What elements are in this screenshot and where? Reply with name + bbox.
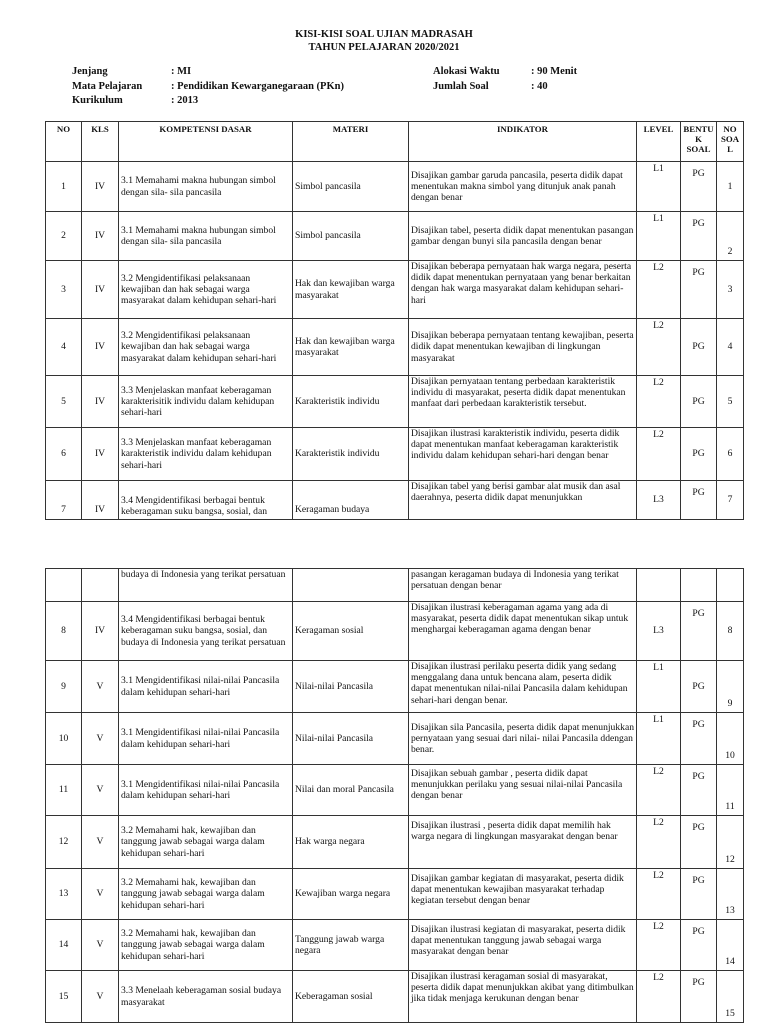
cell-kd: 3.4 Mengidentifikasi berbagai bentuk keberagaman suku bangsa, sosial, dan [119,481,293,520]
cell-materi: Hak dan kewajiban warga masyarakat [293,319,409,376]
cell-bentuk: PG [681,481,717,520]
cell-indikator: Disajikan ilustrasi , peserta didik dapat memilih hak warga negara di lingkungan masyarakat dengan benar [409,816,637,869]
cell-kls: IV [82,602,119,661]
cell-level: L2 [637,920,681,971]
header-level: LEVEL [637,122,681,162]
cell-level: L2 [637,376,681,428]
cell-bentuk: PG [681,661,717,713]
cell-kls [82,569,119,602]
cell-level: L3 [637,602,681,661]
cell-kls: IV [82,261,119,319]
cell-materi: Karakteristik individu [293,376,409,428]
meta-label: Kurikulum [72,95,123,106]
cell-materi: Tanggung jawab warga negara [293,920,409,971]
cell-bentuk: PG [681,162,717,212]
cell-no-soal: 12 [717,816,744,869]
table-row [46,602,744,661]
cell-no-soal [717,569,744,602]
cell-indikator: Disajikan gambar garuda pancasila, peserta didik dapat menentukan makna simbol yang ditunjuk anak panah dengan benar [409,162,637,212]
meta-row-kurikulum [72,94,344,109]
cell-no: 14 [46,920,82,971]
cell-no: 3 [46,261,82,319]
cell-kd: 3.2 Memahami hak, kewajiban dan tanggung jawab sebagai warga dalam kehidupan sehari-hari [119,816,293,869]
cell-bentuk: PG [681,920,717,971]
cell-kd: 3.3 Menelaah keberagaman sosial budaya masyarakat [119,971,293,1023]
cell-kd: 3.3 Menjelaskan manfaat keberagaman karakterisitik individu dalam kehidupan sehari-hari [119,376,293,428]
cell-no: 7 [46,481,82,520]
cell-indikator: Disajikan tabel, peserta didik dapat menentukan pasangan gambar dengan bunyi sila pancasila dengan benar [409,212,637,261]
cell-no-soal: 2 [717,212,744,261]
table-row-continuation [46,569,744,602]
header-no: NO [46,122,82,162]
table-row [46,428,744,481]
cell-level: L2 [637,816,681,869]
meta-row-jenjang [72,65,344,80]
cell-no: 8 [46,602,82,661]
cell-materi: Kewajiban warga negara [293,869,409,920]
cell-bentuk: PG [681,319,717,376]
cell-indikator: Disajikan ilustrasi perilaku peserta didik yang sedang menggalang dana untuk bencana alam, peserta didik dapat menentukan nilai-nilai Pancasila dalam kehidupan sehari-hari dengan benar. [409,661,637,713]
header-indikator: INDIKATOR [409,122,637,162]
cell-kls: V [82,920,119,971]
cell-level: L1 [637,162,681,212]
cell-level: L2 [637,869,681,920]
cell-no: 13 [46,869,82,920]
title-line-2: TAHUN PELAJARAN 2020/2021 [308,42,460,53]
table-row [46,765,744,816]
cell-indikator: Disajikan pernyataan tentang perbedaan karakteristik individu di masyarakat, peserta didik dapat menentukan manfaat dari perbedaan karakteristik tersebut. [409,376,637,428]
meta-label: Jumlah Soal [433,80,489,92]
cell-kd: 3.2 Memahami hak, kewajiban dan tanggung jawab sebagai warga dalam kehidupan sehari-hari [119,869,293,920]
cell-materi: Nilai dan moral Pancasila [293,765,409,816]
table-header-row [46,122,744,162]
cell-kd: 3.2 Mengidentifikasi pelaksanaan kewajiban dan hak sebagai warga masyarakat dalam kehidupan sehari-hari [119,261,293,319]
cell-materi: Karakteristik individu [293,428,409,481]
cell-indikator: Disajikan ilustrasi karakteristik individu, peserta didik dapat menentukan manfaat keberagaman karakteristik individu dalam kehidupan sehari-hari dengan benar [409,428,637,481]
cell-no: 15 [46,971,82,1023]
cell-materi: Hak warga negara [293,816,409,869]
cell-kls: V [82,869,119,920]
cell-bentuk: PG [681,212,717,261]
cell-no-soal: 13 [717,869,744,920]
meta-value: : 90 Menit [531,66,578,77]
table-row [46,261,744,319]
cell-bentuk: PG [681,816,717,869]
cell-no: 12 [46,816,82,869]
table-row [46,816,744,869]
cell-no: 2 [46,212,82,261]
meta-value: : 40 [531,80,548,92]
cell-kls: IV [82,212,119,261]
cell-level: L2 [637,428,681,481]
cell-no-soal: 14 [717,920,744,971]
cell-bentuk: PG [681,602,717,661]
cell-no-soal: 4 [717,319,744,376]
cell-no-soal: 7 [717,481,744,520]
cell-level: L2 [637,319,681,376]
cell-kls: IV [82,162,119,212]
cell-no [46,569,82,602]
cell-kd: 3.4 Mengidentifikasi berbagai bentuk keberagaman suku bangsa, sosial, dan budaya di Indonesia yang terikat persatuan [119,602,293,661]
table-row [46,376,744,428]
cell-indikator: Disajikan sebuah gambar , peserta didik dapat menunjukkan perilaku yang sesuai nilai-nilai Pancasila dengan benar [409,765,637,816]
table-row [46,319,744,376]
cell-no-soal: 6 [717,428,744,481]
cell-kls: IV [82,376,119,428]
cell-kls: V [82,713,119,765]
meta-value: : MI [171,66,192,77]
cell-no: 11 [46,765,82,816]
table-row [46,212,744,261]
cell-kls: V [82,816,119,869]
title-line-1: KISI-KISI SOAL UJIAN MADRASAH [295,29,473,40]
table-row [46,920,744,971]
meta-label: Alokasi Waktu [433,66,500,77]
cell-level: L2 [637,261,681,319]
cell-kd: 3.1 Memahami makna hubungan simbol dengan sila- sila pancasila [119,162,293,212]
header-no-soal: NO SOA L [717,122,744,162]
cell-materi: Hak dan kewajiban warga masyarakat [293,261,409,319]
cell-bentuk: PG [681,428,717,481]
table-row [46,713,744,765]
kisi-kisi-table-page-1 [45,121,744,520]
cell-no: 5 [46,376,82,428]
cell-no-soal: 3 [717,261,744,319]
cell-level: L2 [637,971,681,1023]
cell-no-soal: 5 [717,376,744,428]
cell-level: L1 [637,661,681,713]
cell-bentuk: PG [681,261,717,319]
cell-indikator: Disajikan ilustrasi keberagaman agama yang ada di masyarakat, peserta didik dapat menentukan sikap untuk menghargai keberagaman agama dengan benar [409,602,637,661]
header-kompetensi-dasar: KOMPETENSI DASAR [119,122,293,162]
cell-kd: budaya di Indonesia yang terikat persatuan [119,569,293,602]
cell-indikator: Disajikan gambar kegiatan di masyarakat, peserta didik dapat menentukan kewajiban masyarakat terhadap kegiatan tersebut dengan benar [409,869,637,920]
cell-kls: IV [82,481,119,520]
cell-materi: Keragaman budaya [293,481,409,520]
cell-level: L1 [637,212,681,261]
cell-kd: 3.2 Memahami hak, kewajiban dan tanggung jawab sebagai warga dalam kehidupan sehari-hari [119,920,293,971]
cell-no-soal: 9 [717,661,744,713]
meta-row-alokasi-waktu [433,65,577,80]
cell-kd: 3.2 Mengidentifikasi pelaksanaan kewajiban dan hak sebagai warga masyarakat dalam kehidupan sehari-hari [119,319,293,376]
cell-level: L2 [637,765,681,816]
meta-right [433,65,577,94]
cell-indikator: Disajikan beberapa pernyataan tentang kewajiban, peserta didik dapat menentukan kewajiban di lingkungan masyarakat [409,319,637,376]
cell-level [637,569,681,602]
cell-kd: 3.3 Menjelaskan manfaat keberagaman karakteristik individu dalam kehidupan sehari-hari [119,428,293,481]
meta-row-mata-pelajaran [72,80,344,95]
meta-row-jumlah-soal [433,80,577,95]
cell-indikator: Disajikan ilustrasi kegiatan di masyarakat, peserta didik dapat menentukan tanggung jawab sebagai warga masyarakat dengan benar [409,920,637,971]
cell-materi [293,569,409,602]
cell-kd: 3.1 Memahami makna hubungan simbol dengan sila- sila pancasila [119,212,293,261]
cell-kls: V [82,971,119,1023]
kisi-kisi-table-page-2 [45,568,744,1023]
meta-value: : 2013 [171,95,199,106]
cell-kd: 3.1 Mengidentifikasi nilai-nilai Pancasila dalam kehidupan sehari-hari [119,661,293,713]
cell-no: 10 [46,713,82,765]
cell-indikator: Disajikan beberapa pernyataan hak warga negara, peserta didik dapat menentukan pernyataan yang benar berkaitan dengan hak warga masyarakat dalam kehidupan sehari-hari [409,261,637,319]
cell-bentuk: PG [681,765,717,816]
table-row [46,971,744,1023]
cell-bentuk: PG [681,971,717,1023]
cell-no: 4 [46,319,82,376]
cell-indikator: Disajikan sila Pancasila, peserta didik dapat menunjukkan pernyataan yang sesuai dari nilai- nilai Pancasila ddengan benar. [409,713,637,765]
table-row [46,481,744,520]
cell-bentuk: PG [681,713,717,765]
table-row [46,162,744,212]
cell-kls: IV [82,319,119,376]
cell-no: 1 [46,162,82,212]
meta-label: Jenjang [72,66,108,77]
cell-level: L1 [637,713,681,765]
cell-materi: Keberagaman sosial [293,971,409,1023]
cell-kd: 3.1 Mengidentifikasi nilai-nilai Pancasila dalam kehidupan sehari-hari [119,765,293,816]
cell-no-soal: 10 [717,713,744,765]
cell-materi: Simbol pancasila [293,212,409,261]
header-materi: MATERI [293,122,409,162]
table-row [46,869,744,920]
cell-materi: Simbol pancasila [293,162,409,212]
cell-level: L3 [637,481,681,520]
document-title [0,28,768,54]
cell-no-soal: 8 [717,602,744,661]
cell-kls: IV [82,428,119,481]
cell-no: 9 [46,661,82,713]
cell-no-soal: 15 [717,971,744,1023]
meta-label: Mata Pelajaran [72,80,143,92]
meta-left [72,65,344,109]
cell-no-soal: 1 [717,162,744,212]
header-kls: KLS [82,122,119,162]
cell-kls: V [82,765,119,816]
cell-indikator: Disajikan ilustrasi keragaman sosial di masyarakat, peserta didik dapat menunjukkan akibat yang ditimbulkan jika tidak menjaga kerukunan dengan benar [409,971,637,1023]
cell-kls: V [82,661,119,713]
cell-bentuk: PG [681,376,717,428]
cell-indikator: pasangan keragaman budaya di Indonesia yang terikat persatuan dengan benar [409,569,637,602]
header-bentuk-soal: BENTU K SOAL [681,122,717,162]
cell-bentuk: PG [681,869,717,920]
table-row [46,661,744,713]
cell-no-soal: 11 [717,765,744,816]
cell-no: 6 [46,428,82,481]
cell-indikator: Disajikan tabel yang berisi gambar alat musik dan asal daerahnya, peserta didik dapat menunjukkan [409,481,637,520]
cell-materi: Keragaman sosial [293,602,409,661]
cell-kd: 3.1 Mengidentifikasi nilai-nilai Pancasila dalam kehidupan sehari-hari [119,713,293,765]
cell-materi: Nilai-nilai Pancasila [293,661,409,713]
cell-bentuk [681,569,717,602]
meta-value: : Pendidikan Kewarganegaraan (PKn) [171,80,344,92]
cell-materi: Nilai-nilai Pancasila [293,713,409,765]
